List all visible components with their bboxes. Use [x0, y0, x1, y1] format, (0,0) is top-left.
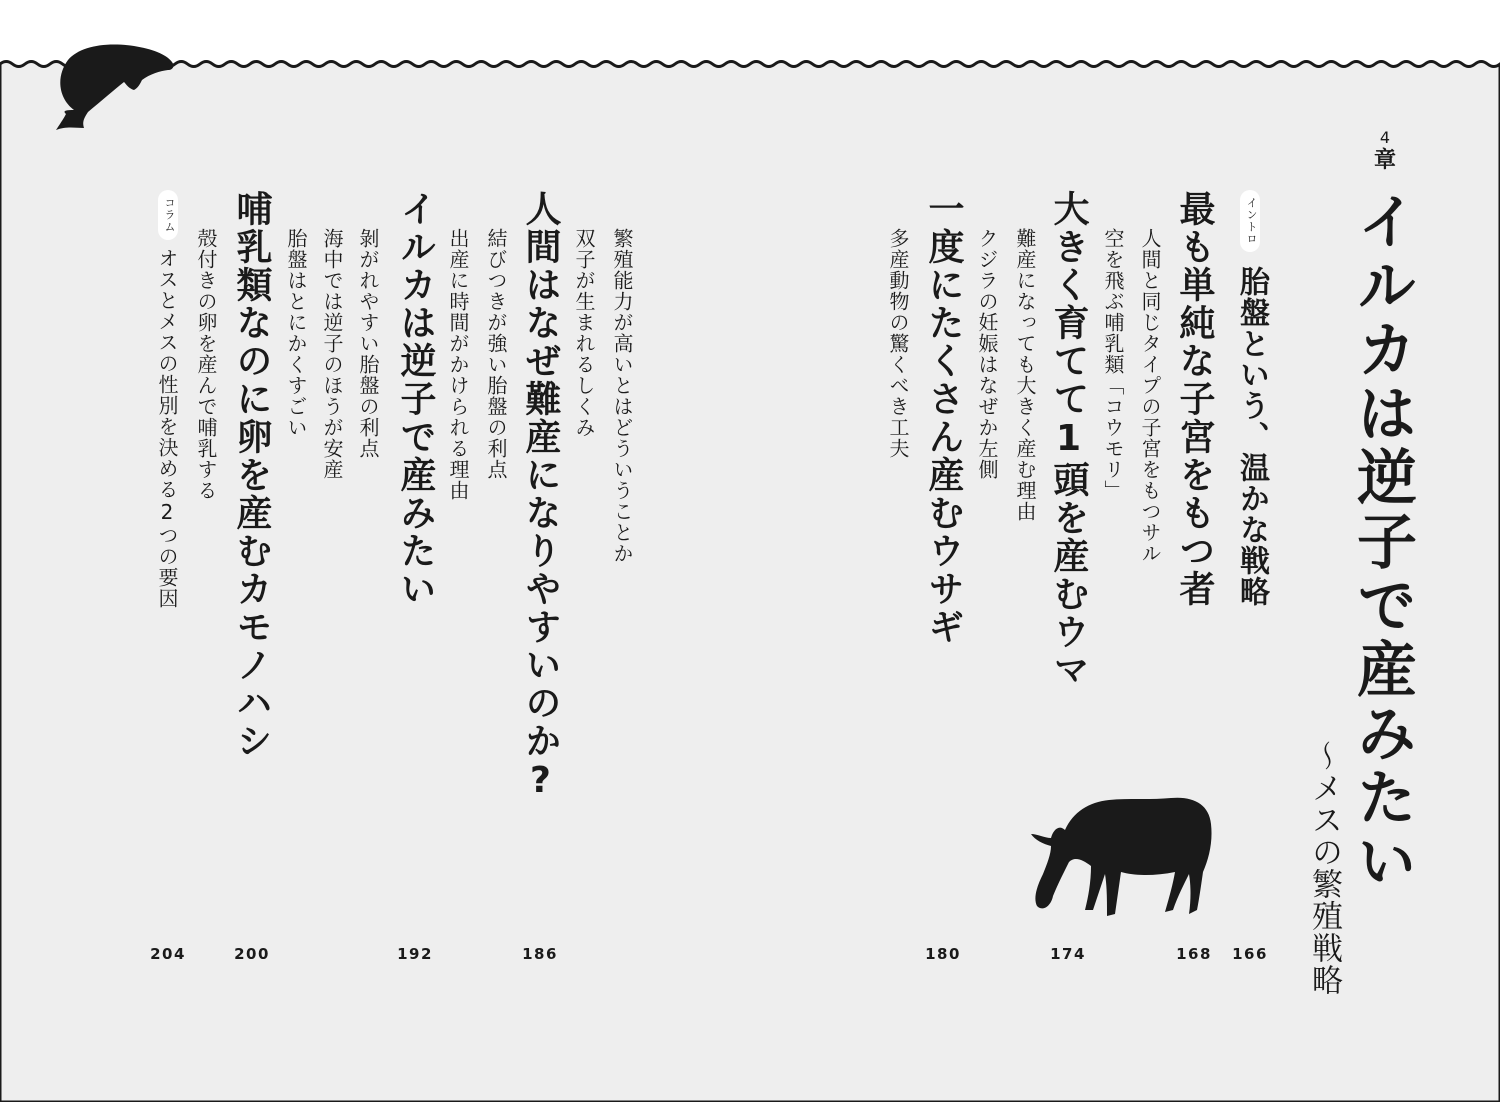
section-sub-6-1: 剝がれやすい胎盤の利点 — [356, 228, 380, 459]
section-sub-6-3: 胎盤はとにかくすごい — [284, 228, 308, 438]
page-number-4: 186 — [522, 945, 558, 963]
whale-icon — [44, 40, 184, 136]
chapter-label: 章 — [1373, 148, 1396, 173]
section-heading-5: イルカは逆子で産みたい — [395, 190, 436, 608]
section-sub-6-2: 海中では逆子のほうが安産 — [320, 228, 344, 480]
section-heading-3: 一度にたくさん産むウサギ — [923, 190, 964, 646]
page-number-2: 174 — [1050, 945, 1086, 963]
page-number-5: 192 — [397, 945, 433, 963]
chapter-subtitle: 〜メスの繁殖戦略 — [1306, 740, 1342, 996]
intro-badge: イントロ — [1240, 190, 1260, 252]
section-sub-2-2: クジラの妊娠はなぜか左側 — [975, 228, 999, 480]
page-number-6: 200 — [234, 945, 270, 963]
chapter-number: 4 — [1379, 128, 1391, 147]
column-sub-1: 殻付きの卵を産んで哺乳する — [194, 228, 218, 501]
section-sub-5-2: 出産に時間がかけられる理由 — [446, 228, 470, 501]
column-heading: オスとメスの性別を決める2つの要因 — [155, 248, 179, 609]
section-heading-1: 最も単純な子宮をもつ者 — [1174, 190, 1215, 608]
section-sub-4-2: 繁殖能力が高いとはどういうことか — [610, 228, 634, 564]
section-sub-1-1: 人間と同じタイプの子宮をもつサル — [1138, 228, 1162, 564]
section-heading-4: 人間はなぜ難産になりやすいのか? — [520, 190, 561, 803]
donkey-icon — [1025, 782, 1220, 932]
page-number-3: 180 — [925, 945, 961, 963]
intro-heading: 胎盤という、温かな戦略 — [1234, 266, 1269, 607]
page-number-column: 204 — [150, 945, 186, 963]
page-number-1: 168 — [1176, 945, 1212, 963]
section-sub-4-1: 双子が生まれるしくみ — [572, 228, 596, 438]
page-number-intro: 166 — [1232, 945, 1268, 963]
chapter-title: イルカは逆子で産みたい — [1347, 190, 1417, 894]
column-badge: コラム — [158, 190, 178, 240]
section-sub-1-2: 空を飛ぶ哺乳類「コウモリ」 — [1101, 228, 1125, 501]
section-sub-5-1: 結びつきが強い胎盤の利点 — [484, 228, 508, 480]
section-heading-6: 哺乳類なのに卵を産むカモノハシ — [231, 190, 272, 760]
section-sub-3-1: 多産動物の驚くべき工夫 — [886, 228, 910, 459]
section-sub-2-1: 難産になっても大きく産む理由 — [1013, 228, 1037, 522]
section-heading-2: 大きく育てて1頭を産むウマ — [1048, 190, 1089, 689]
